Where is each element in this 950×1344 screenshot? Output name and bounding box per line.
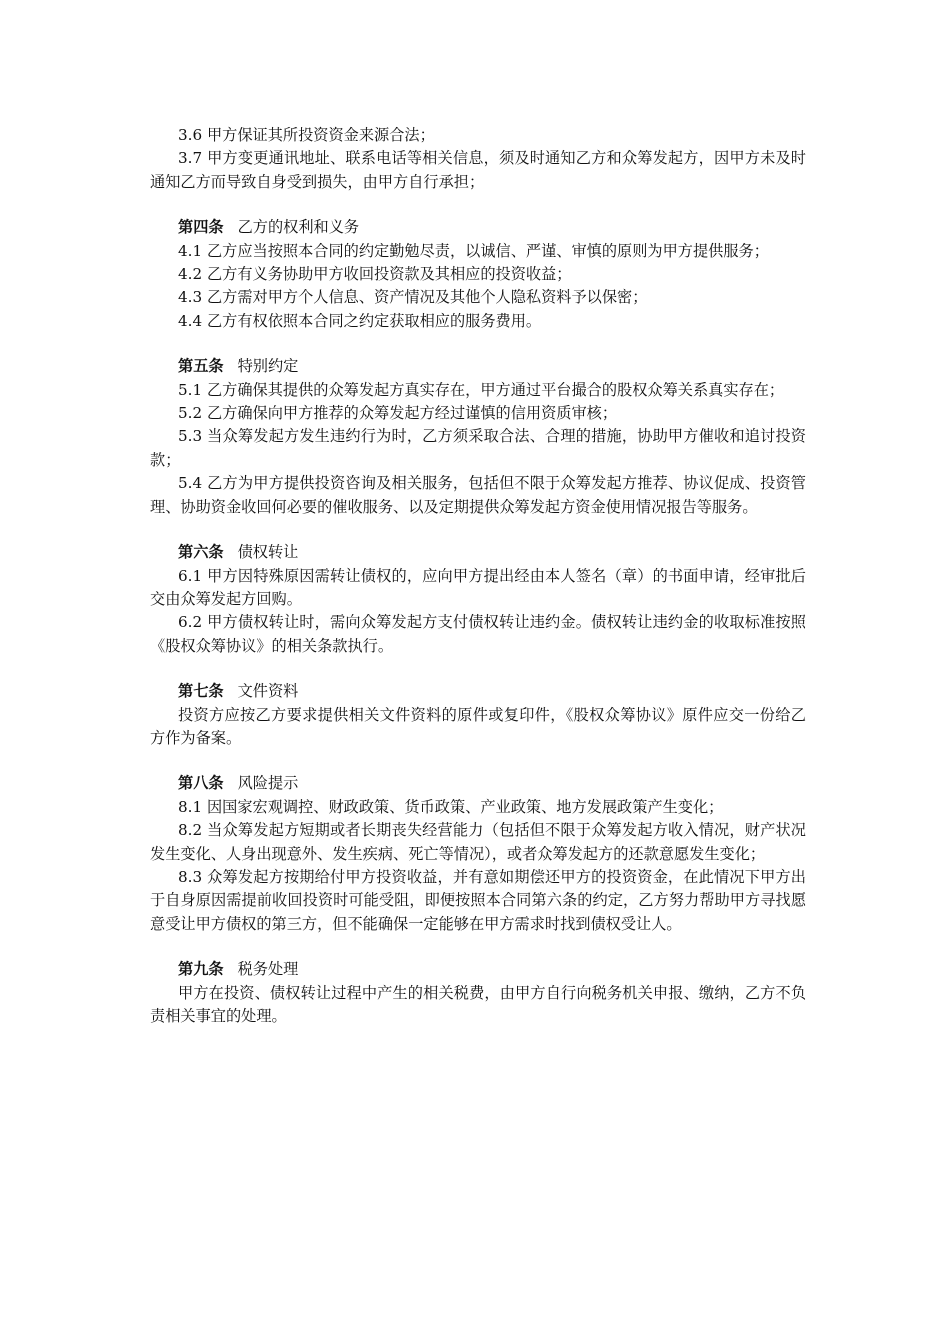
section-number: 第九条 [178, 960, 224, 979]
section-heading [150, 772, 806, 795]
section-title: 税务处理 [237, 960, 299, 979]
section-article-8 [150, 772, 806, 936]
section-number: 第八条 [178, 774, 224, 793]
section-heading [150, 680, 806, 703]
section-article-5 [150, 355, 806, 519]
section-heading [150, 355, 806, 378]
section-heading [150, 541, 806, 564]
preamble [150, 124, 806, 194]
clause-8-1: 8.1 因国家宏观调控、财政政策、货币政策、产业政策、地方发展政策产生变化； [178, 797, 724, 816]
clause-4-2: 4.2 乙方有义务协助甲方收回投资款及其相应的投资收益； [178, 265, 572, 284]
clause-6-2: 6.2 甲方债权转让时，需向众筹发起方支付债权转让违约金。债权转让违约金的收取标准按照《股权众筹协议》的相关条款执行。 [150, 613, 806, 655]
section-title: 乙方的权利和义务 [237, 218, 360, 237]
clause-4-4: 4.4 乙方有权依照本合同之约定获取相应的服务费用。 [178, 311, 542, 330]
clause-9-text: 甲方在投资、债权转让过程中产生的相关税费，由甲方自行向税务机关申报、缴纳，乙方不负责相关事宜的处理。 [150, 983, 806, 1025]
clause-5-1: 5.1 乙方确保其提供的众筹发起方真实存在，甲方通过平台撮合的股权众筹关系真实存在； [178, 380, 785, 399]
section-number: 第六条 [178, 543, 224, 562]
section-article-4 [150, 216, 806, 333]
section-title: 债权转让 [237, 543, 299, 562]
clause-4-3: 4.3 乙方需对甲方个人信息、资产情况及其他个人隐私资料予以保密； [178, 288, 648, 307]
clause-8-2: 8.2 当众筹发起方短期或者长期丧失经营能力（包括但不限于众筹发起方收入情况，财产状况发生变化、人身出现意外、发生疾病、死亡等情况），或者众筹发起方的还款意愿发生变化； [150, 821, 806, 863]
clause-5-4: 5.4 乙方为甲方提供投资咨询及相关服务，包括但不限于众筹发起方推荐、协议促成、投资管理、协助资金收回何必要的催收服务、以及定期提供众筹发起方资金使用情况报告等服务。 [150, 474, 806, 516]
section-heading [150, 958, 806, 981]
document-body [150, 124, 806, 1028]
section-title: 文件资料 [237, 682, 299, 701]
clause-6-1: 6.1 甲方因特殊原因需转让债权的，应向甲方提出经由本人签名（章）的书面申请，经审批后交由众筹发起方回购。 [150, 566, 806, 608]
clause-3-7: 3.7 甲方变更通讯地址、联系电话等相关信息，须及时通知乙方和众筹发起方，因甲方未及时通知乙方而导致自身受到损失，由甲方自行承担； [150, 149, 806, 191]
section-article-7 [150, 680, 806, 750]
section-number: 第四条 [178, 218, 224, 237]
clause-3-6: 3.6 甲方保证其所投资资金来源合法； [178, 126, 435, 144]
section-article-9 [150, 958, 806, 1028]
clause-7-text: 投资方应按乙方要求提供相关文件资料的原件或复印件，《股权众筹协议》原件应交一份给乙方作为备案。 [150, 705, 806, 747]
clause-4-1: 4.1 乙方应当按照本合同的约定勤勉尽责，以诚信、严谨、审慎的原则为甲方提供服务； [178, 241, 769, 260]
clause-5-2: 5.2 乙方确保向甲方推荐的众筹发起方经过谨慎的信用资质审核； [178, 404, 618, 423]
clause-8-3: 8.3 众筹发起方按期给付甲方投资收益，并有意如期偿还甲方的投资资金，在此情况下甲方出于自身原因需提前收回投资时可能受阻，即便按照本合同第六条的约定，乙方努力帮助甲方寻找愿意受让甲方债权的第三方，但不能确保一定能够在甲方需求时找到债权受让人。 [150, 867, 806, 933]
section-heading [150, 216, 806, 239]
section-number: 第七条 [178, 682, 224, 701]
section-article-6 [150, 541, 806, 658]
section-title: 风险提示 [237, 774, 299, 793]
clause-5-3: 5.3 当众筹发起方发生违约行为时，乙方须采取合法、合理的措施，协助甲方催收和追讨投资款； [150, 427, 806, 469]
section-number: 第五条 [178, 357, 224, 376]
section-title: 特别约定 [237, 357, 299, 376]
